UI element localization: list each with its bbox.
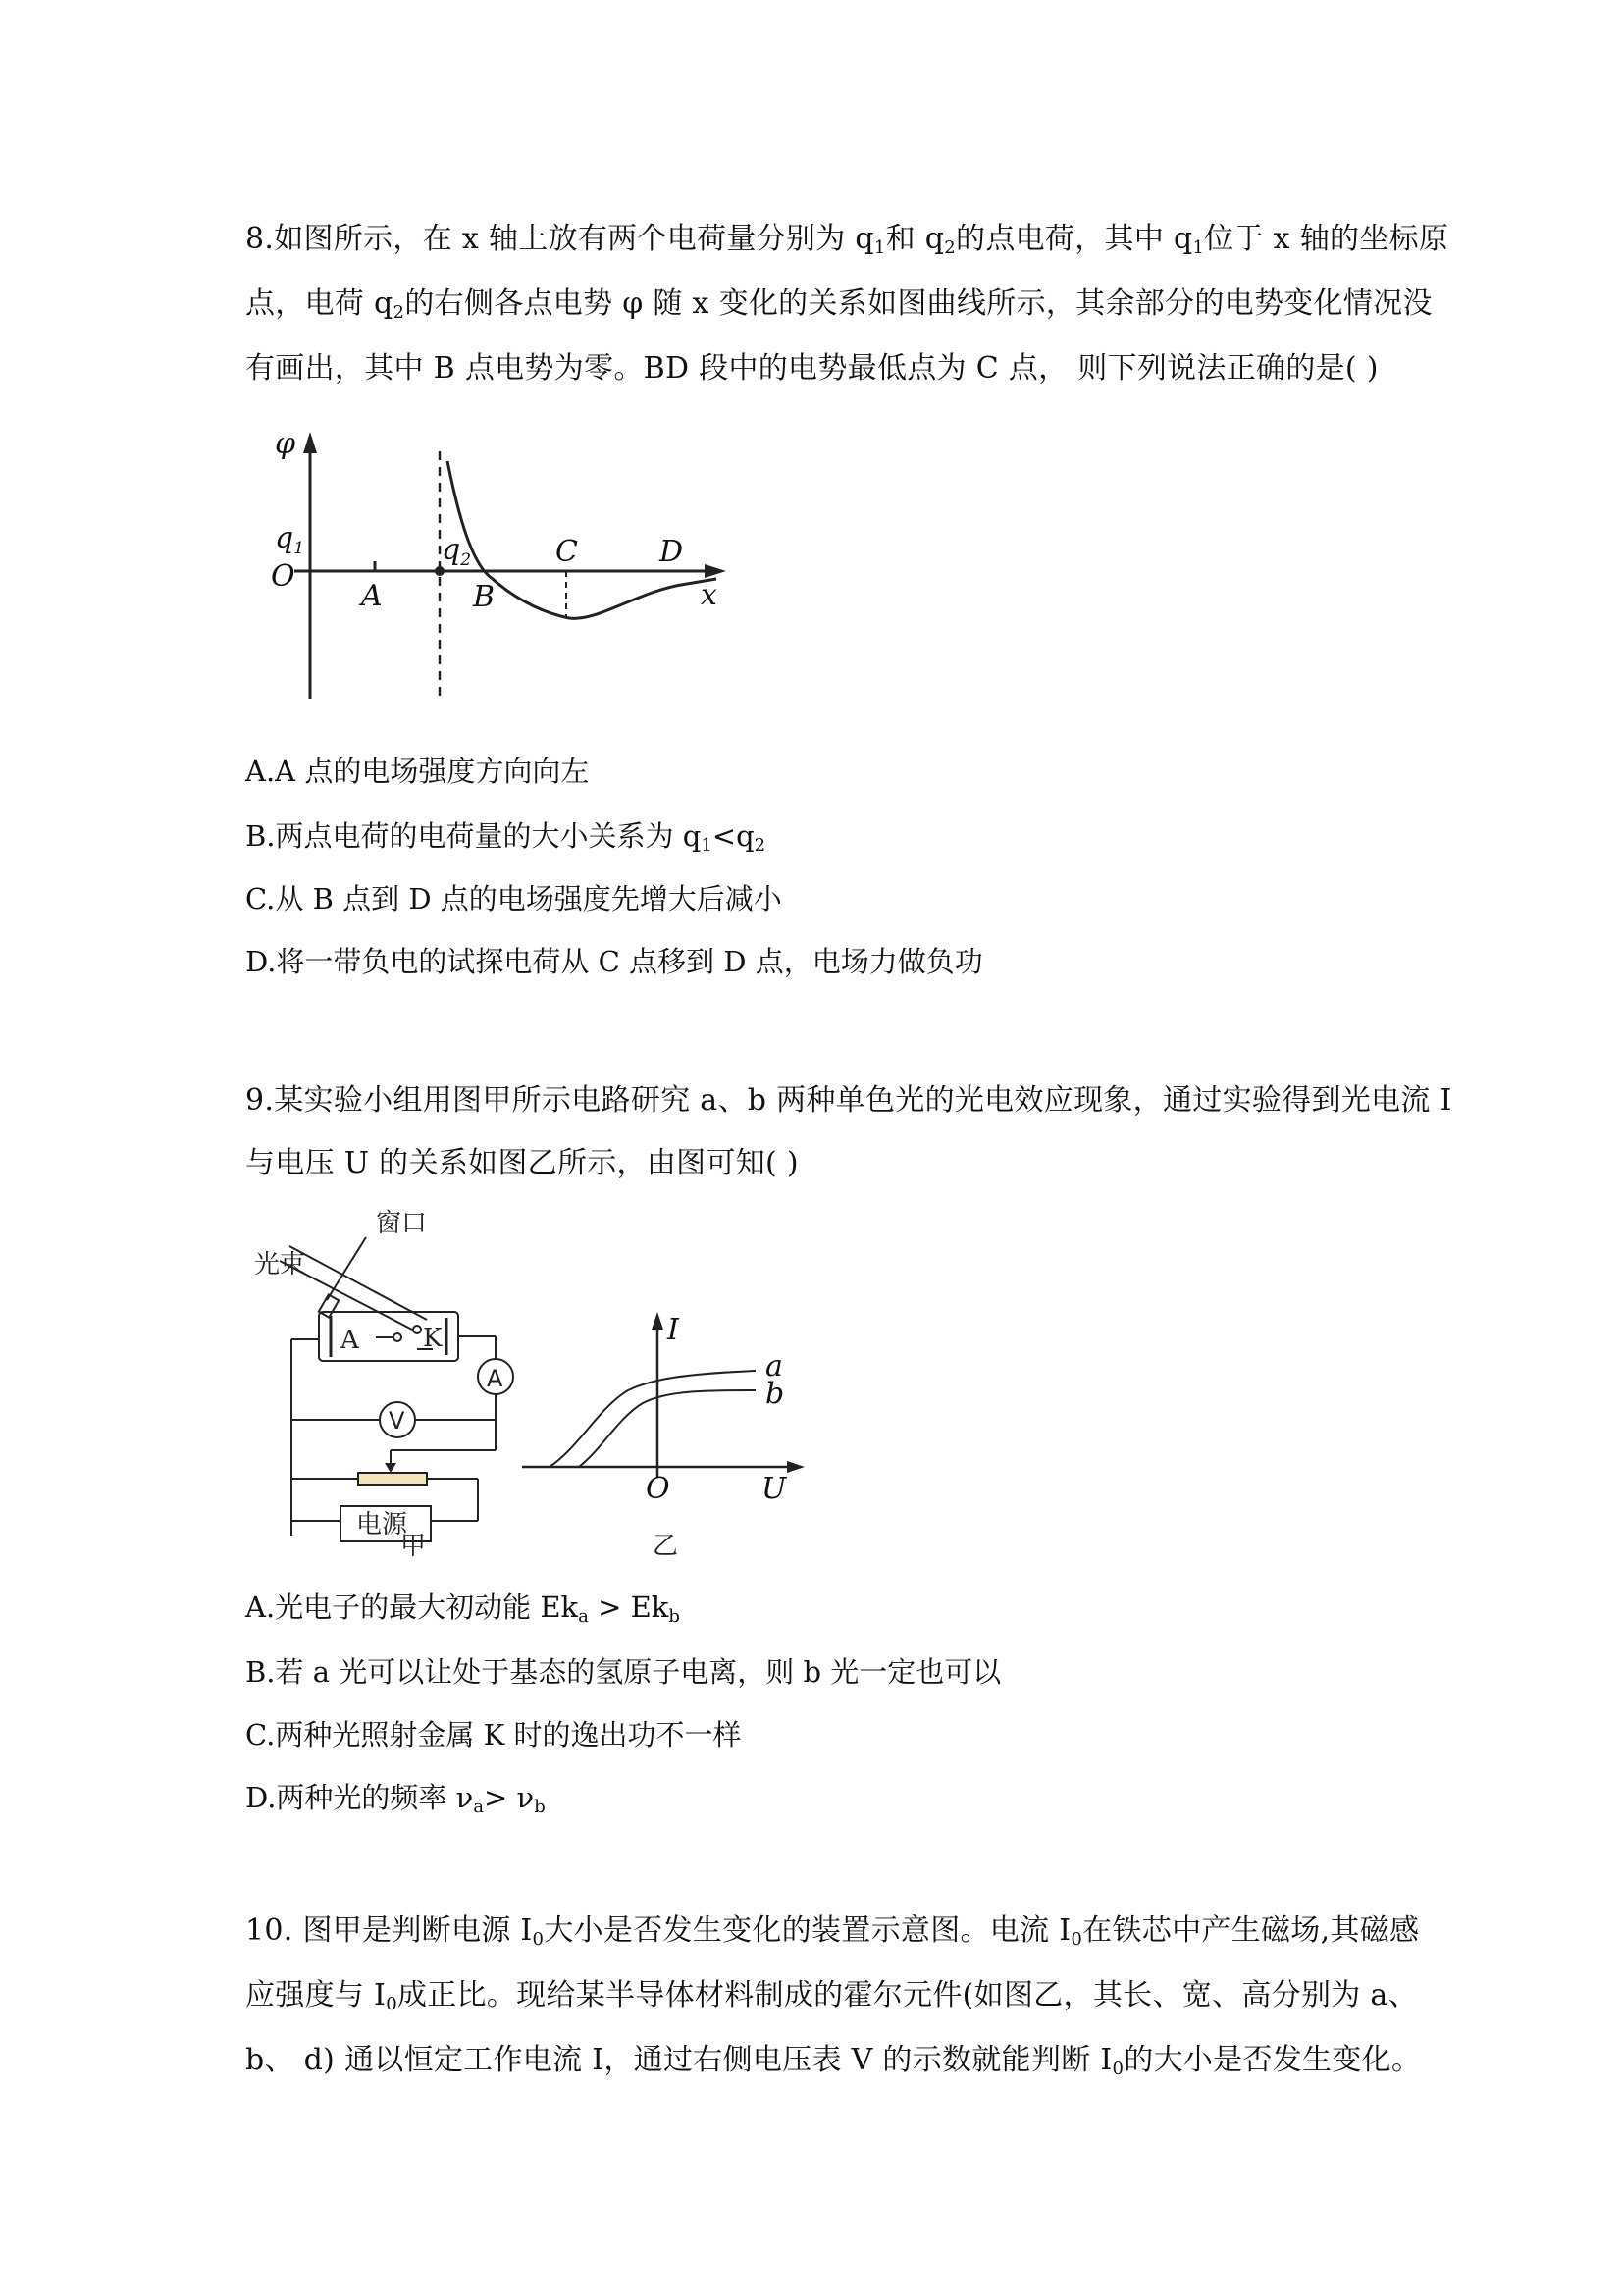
anode-label: A xyxy=(340,1326,359,1355)
curve-b xyxy=(579,1390,756,1467)
electron-2 xyxy=(413,1326,421,1333)
i-label: I xyxy=(667,1313,679,1347)
q8-stem-line-2: 点，电荷 $q_2$的右侧各点电势 φ 随 x 变化的关系如图曲线所示，其余部分的电势变化情况没 xyxy=(245,287,1433,323)
q8-option-c: C.从 B 点到 D 点的电场强度先增大后减小 xyxy=(245,882,782,915)
c-label: C xyxy=(555,535,578,569)
q9-option-d: D.两种光的频率 $\nu_a> \nu_b$ xyxy=(245,1781,546,1817)
q8-option-d: D.将一带负电的试探电荷从 C 点移到 D 点，电场力做负功 xyxy=(245,945,983,978)
window-label: 窗口 xyxy=(376,1209,428,1238)
q8-stem-line-1: 8.如图所示，在 x 轴上放有两个电荷量分别为 $q_1$和 $q_2$的点电荷，其中 $q_1$位于 x 轴的坐标原 xyxy=(245,222,1449,258)
o-label: O xyxy=(646,1472,670,1506)
q10-stem-line-3: b、 d) 通以恒定工作电流 I，通过右侧电压表 V 的示数就能判断 $I_0$的大小是否发生变化。 xyxy=(245,2043,1422,2079)
power-source-label: 电源 xyxy=(356,1510,408,1539)
voltmeter-label: V xyxy=(389,1407,405,1435)
q1-label: $q_1$ xyxy=(275,521,305,558)
b-label: B xyxy=(473,580,496,614)
x-axis-arrow xyxy=(705,564,726,578)
fig-yi-caption: 乙 xyxy=(653,1532,679,1561)
u-label: U xyxy=(761,1472,787,1506)
q9-option-c: C.两种光照射金属 K 时的逸出功不一样 xyxy=(245,1718,742,1751)
q8-option-b: B.两点电荷的电荷量的大小关系为 $q_1<q_2$ xyxy=(245,819,766,856)
b-curve-label: b xyxy=(765,1377,785,1411)
phi-label: φ xyxy=(275,427,296,461)
fig-jia-caption: 甲 xyxy=(400,1532,427,1561)
electron-1 xyxy=(393,1333,401,1341)
q9-option-b: B.若 a 光可以让处于基态的氢原子电离，则 b 光一定也可以 xyxy=(245,1655,1002,1689)
q10-stem-line-1: 10. 图甲是判断电源 $I_0$大小是否发生变化的装置示意图。电流 $I_0$在铁芯中产生磁场,其磁感 xyxy=(245,1913,1420,1950)
q9-option-a: A.光电子的最大初动能 $Ek_a > Ek_b$ xyxy=(245,1591,680,1627)
beam-label: 光束 xyxy=(254,1250,306,1279)
q9-circuit-diagram-jia xyxy=(250,1202,535,1555)
u-axis-arrow xyxy=(787,1461,805,1473)
i-axis-arrow xyxy=(652,1312,663,1330)
q9-iu-graph-yi xyxy=(520,1300,814,1526)
q8-option-a: A.A 点的电场强度方向向左 xyxy=(245,755,590,788)
cathode-label: K xyxy=(423,1324,443,1353)
beam-line-1 xyxy=(289,1246,427,1320)
origin-label: O xyxy=(271,559,295,594)
curve-a xyxy=(550,1371,756,1467)
ammeter-label: A xyxy=(487,1365,503,1392)
d-label: D xyxy=(659,535,684,569)
q10-stem-line-2: 应强度与 $I_0$成正比。现给某半导体材料制成的霍尔元件(如图乙，其长、宽、高分别为 a、 xyxy=(245,1978,1418,2014)
slider-arrow xyxy=(385,1463,396,1473)
phi-axis-arrow xyxy=(303,432,317,453)
q8-stem-line-3: 有画出，其中 B 点电势为零。BD 段中的电势最低点为 C 点， 则下列说法正确的是( ) xyxy=(245,351,1379,386)
q8-potential-graph xyxy=(265,422,736,706)
a-label: A xyxy=(361,579,383,613)
q9-stem-line-1: 9.某实验小组用图甲所示电路研究 a、b 两种单色光的光电效应现象，通过实验得到光电流 I xyxy=(245,1083,1452,1118)
q9-stem-line-2: 与电压 U 的关系如图乙所示，由图可知( ) xyxy=(245,1146,799,1180)
q2-label: $q_2$ xyxy=(442,533,472,570)
x-label: x xyxy=(701,578,717,612)
rheostat xyxy=(358,1473,427,1485)
a-curve-label: a xyxy=(765,1349,783,1383)
